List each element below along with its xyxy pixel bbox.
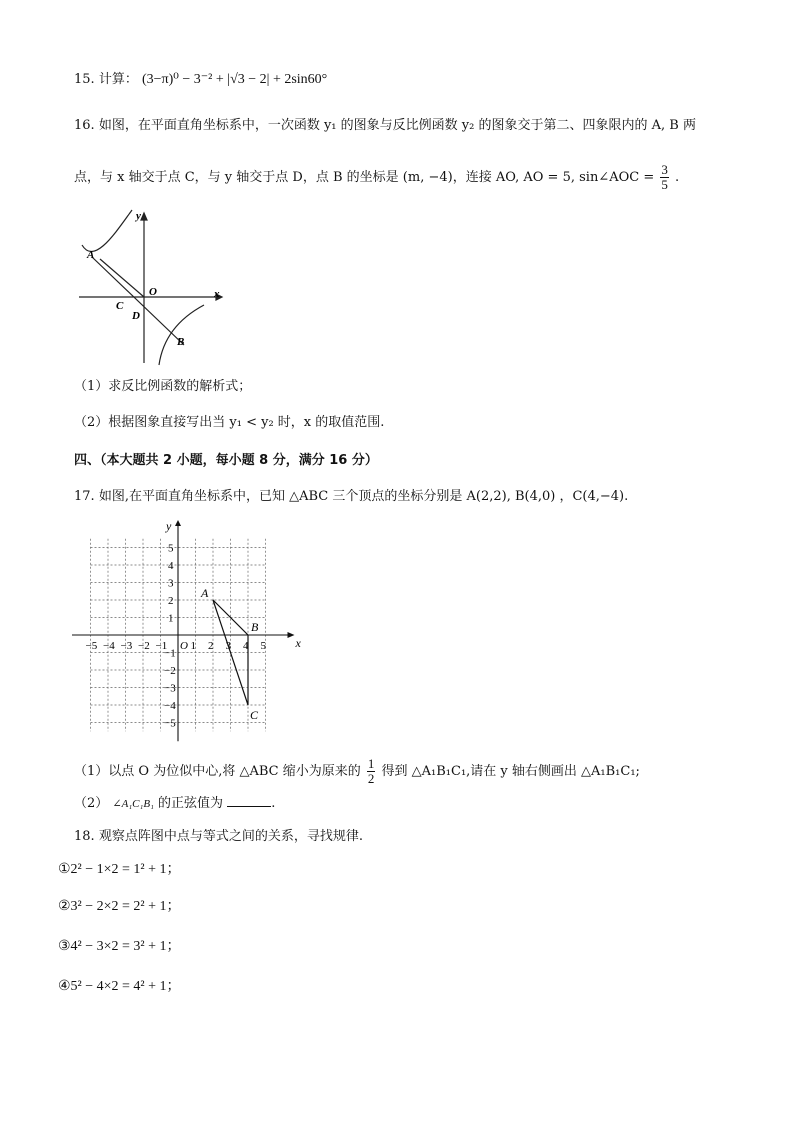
q17-text: 如图,在平面直角坐标系中，已知 △ABC 三个顶点的坐标分别是 A(2,2), B(4,0) ，C(4,−4). (98, 489, 629, 504)
q17-point-label-A: A (201, 586, 209, 600)
q18-equation-3: ③4² − 3×2 = 3² + 1； (58, 939, 181, 954)
q17-point-label-B: B (251, 620, 259, 634)
q16-line2 (74, 163, 679, 192)
q17-axis-label-y: y (166, 519, 172, 533)
q17-part2-text: 的正弦值为 (158, 796, 224, 811)
q16-figure (74, 205, 234, 370)
q18-equation-4: ④5² − 4×2 = 4² + 1； (58, 979, 181, 994)
q15-label: 计算： (98, 72, 138, 87)
q16-fraction (660, 163, 669, 192)
q16-label-A: A (87, 249, 95, 261)
q17-x-arrow (288, 632, 295, 638)
q16-part2: （2）根据图象直接写出当 y₁ < y₂ 时，x 的取值范围. (74, 415, 385, 430)
q16-text-1: 如图，在平面直角坐标系中，一次函数 y₁ 的图象与反比例函数 y₂ 的图象交于第二、四象限内的 A, B 两 (98, 118, 696, 133)
q17-x-tick-label: −5 (85, 640, 98, 652)
q18-equation-1: ①2² − 1×2 = 1² + 1； (58, 862, 181, 877)
q17-y-tick-label: −4 (164, 700, 176, 712)
q17-point-label-C: C (250, 708, 259, 722)
q17-x-tick-label: O (180, 640, 188, 652)
q17-y-tick-label: 4 (168, 560, 174, 572)
q17-answer-blank (227, 794, 271, 807)
q16-hyperbola-right (159, 305, 204, 365)
section-4-title: 四、（本大题共 2 小题，每小题 8 分，满分 16 分） (74, 453, 378, 468)
q17-part2-angle: ∠A₁C₁B₁ (112, 798, 154, 810)
q16-frac-num: 3 (661, 162, 668, 177)
q17-x-tick-label: 2 (208, 640, 214, 652)
q16-label-x: x (214, 288, 220, 300)
q17-grid-figure (70, 520, 300, 740)
q17-frac-num: 1 (367, 756, 375, 771)
q16-label-y: y (136, 210, 141, 222)
q17-y-arrow (175, 520, 181, 526)
q16-label-C: C (116, 300, 124, 312)
q17-x-tick-label: 5 (260, 640, 266, 652)
q17-y-tick-label: −1 (164, 647, 176, 660)
q17-x-tick-label: −2 (138, 640, 150, 652)
q17-part2 (74, 794, 275, 814)
q16-line (92, 257, 184, 345)
q16-frac-den: 5 (661, 177, 668, 192)
q17-part1-text-a: （1）以点 O 为位似中心,将 △ABC 缩小为原来的 (74, 764, 361, 779)
q17-y-tick-label: 1 (168, 612, 174, 625)
q17-y-tick-label: −3 (164, 682, 176, 695)
q18 (74, 827, 363, 847)
q16-label-O: O (149, 286, 157, 298)
q17-x-tick-label: 3 (225, 640, 231, 652)
q17-part2-end: . (271, 796, 276, 811)
q16-line1 (74, 116, 696, 136)
q17 (74, 487, 628, 507)
q18-text: 观察点阵图中点与等式之间的关系，寻找规律. (98, 829, 363, 844)
q18-number: 18. (74, 829, 95, 844)
q17-part1-text-b: 得到 △A₁B₁C₁,请在 y 轴右侧画出 △A₁B₁C₁; (381, 764, 640, 779)
q17-y-tick-label: 2 (168, 595, 174, 607)
q17-part1 (74, 757, 640, 786)
q16-label-D: D (132, 310, 140, 322)
q17-part2-prefix: （2） (74, 796, 109, 811)
q16-part1: （1）求反比例函数的解析式； (74, 379, 252, 394)
q17-frac-den: 2 (367, 771, 375, 786)
q17-number: 17. (74, 489, 95, 504)
q16-hyperbola-left (82, 210, 132, 252)
q15-number: 15. (74, 72, 95, 87)
q17-x-tick-label: 4 (243, 640, 249, 652)
q17-y-tick-label: 3 (168, 577, 174, 590)
q17-x-tick-label: −3 (120, 640, 133, 652)
q15 (74, 70, 327, 90)
q17-y-tick-label: −2 (164, 665, 176, 677)
q16-text-end: . (675, 170, 680, 185)
q15-expression: (3−π)⁰ − 3⁻² + |√3 − 2| + 2sin60° (141, 72, 328, 87)
q17-y-tick-label: −5 (164, 717, 176, 730)
q16-segment-AO (100, 259, 144, 297)
q16-number: 16. (74, 118, 95, 133)
q17-x-tick-label: 1 (190, 640, 196, 652)
q17-axis-label-x: x (295, 636, 301, 650)
q17-x-tick-label: −4 (103, 640, 115, 652)
q17-y-tick-label: 5 (168, 542, 174, 555)
q16-label-B: B (177, 336, 185, 348)
q17-fraction (367, 757, 376, 786)
q16-y-arrow (141, 213, 147, 220)
q16-text-2: 点，与 x 轴交于点 C，与 y 轴交于点 D，点 B 的坐标是 (m, −4)，连接 AO, AO = 5, sin∠AOC = (74, 170, 655, 185)
q18-equation-2: ②3² − 2×2 = 2² + 1； (58, 899, 181, 914)
q17-x-tick-label: −1 (155, 640, 168, 652)
